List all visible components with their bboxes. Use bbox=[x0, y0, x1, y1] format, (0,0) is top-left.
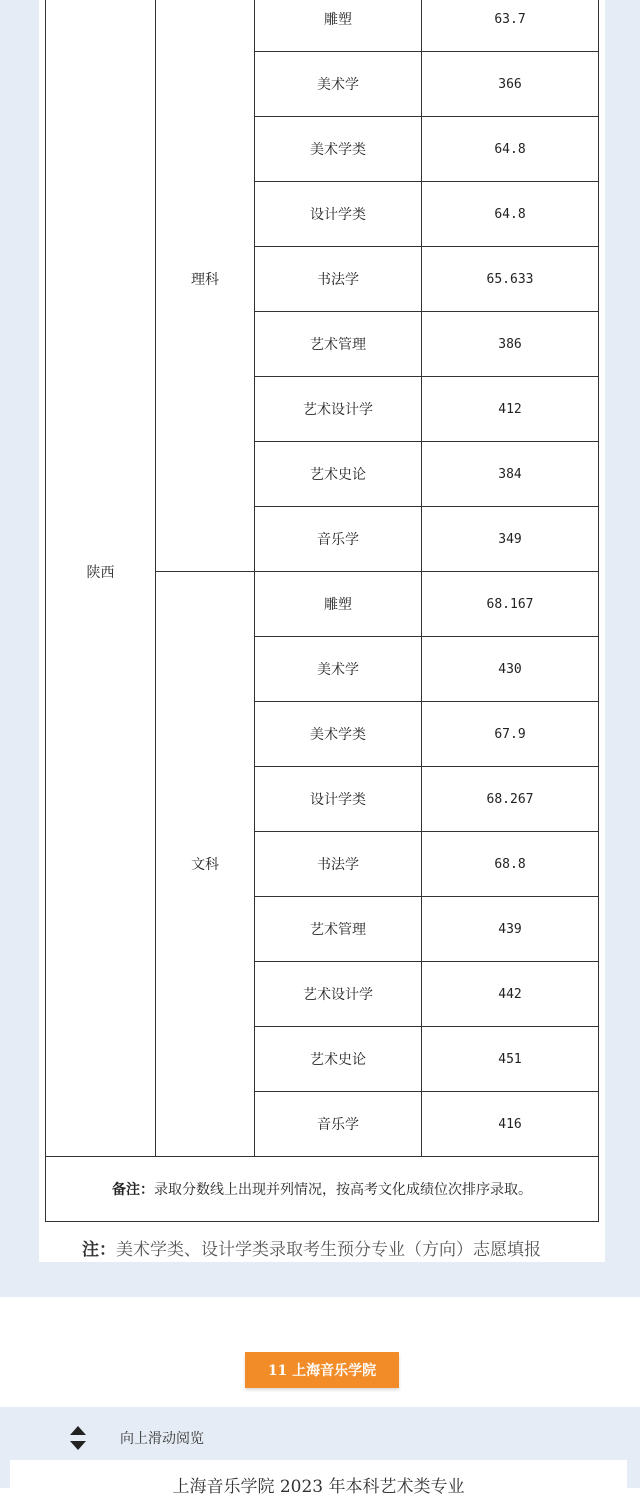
score-cell: 68.8 bbox=[422, 832, 599, 897]
major-cell: 艺术设计学 bbox=[255, 962, 422, 1027]
major-cell: 艺术史论 bbox=[255, 1027, 422, 1092]
next-card-title: 上海音乐学院 2023 年本科艺术类专业 bbox=[172, 1477, 465, 1497]
note-text: 美术学类、设计学类录取考生预分专业（方向）志愿填报 bbox=[116, 1240, 541, 1260]
major-cell: 音乐学 bbox=[255, 507, 422, 572]
section-badge: 11 上海音乐学院 bbox=[245, 1352, 399, 1388]
major-cell: 美术学 bbox=[255, 637, 422, 702]
score-cell: 64.8 bbox=[422, 117, 599, 182]
major-cell: 雕塑 bbox=[255, 0, 422, 52]
remark-row bbox=[46, 1157, 599, 1222]
score-cell: 430 bbox=[422, 637, 599, 702]
admission-score-table bbox=[45, 0, 599, 1222]
major-cell: 设计学类 bbox=[255, 767, 422, 832]
score-cell: 439 bbox=[422, 897, 599, 962]
remark-label: 备注： bbox=[112, 1182, 154, 1198]
track-cell: 理科 bbox=[156, 0, 255, 572]
next-card bbox=[10, 1460, 627, 1500]
score-cell: 349 bbox=[422, 507, 599, 572]
score-cell: 386 bbox=[422, 312, 599, 377]
major-cell: 设计学类 bbox=[255, 182, 422, 247]
major-cell: 艺术史论 bbox=[255, 442, 422, 507]
up-down-arrows-icon bbox=[62, 1422, 94, 1454]
score-cell: 64.8 bbox=[422, 182, 599, 247]
major-cell: 美术学类 bbox=[255, 702, 422, 767]
remark-cell bbox=[46, 1157, 599, 1222]
major-cell: 美术学 bbox=[255, 52, 422, 117]
score-cell: 412 bbox=[422, 377, 599, 442]
major-cell: 书法学 bbox=[255, 832, 422, 897]
note-label: 注： bbox=[82, 1240, 116, 1260]
major-cell: 艺术管理 bbox=[255, 897, 422, 962]
score-cell: 416 bbox=[422, 1092, 599, 1157]
major-cell: 雕塑 bbox=[255, 572, 422, 637]
scroll-hint-text: 向上滑动阅览 bbox=[120, 1431, 204, 1447]
province-cell: 陕西 bbox=[46, 0, 156, 1157]
score-cell: 65.633 bbox=[422, 247, 599, 312]
scroll-hint[interactable] bbox=[62, 1420, 204, 1456]
remark-text: 录取分数线上出现并列情况，按高考文化成绩位次排序录取。 bbox=[154, 1182, 532, 1198]
score-cell: 68.167 bbox=[422, 572, 599, 637]
major-cell: 书法学 bbox=[255, 247, 422, 312]
score-cell: 67.9 bbox=[422, 702, 599, 767]
major-cell: 音乐学 bbox=[255, 1092, 422, 1157]
table-row bbox=[46, 0, 599, 52]
score-cell: 442 bbox=[422, 962, 599, 1027]
score-cell: 63.7 bbox=[422, 0, 599, 52]
track-cell: 文科 bbox=[156, 572, 255, 1157]
score-cell: 451 bbox=[422, 1027, 599, 1092]
major-cell: 艺术管理 bbox=[255, 312, 422, 377]
note-line bbox=[82, 1238, 602, 1262]
score-cell: 366 bbox=[422, 52, 599, 117]
score-cell: 68.267 bbox=[422, 767, 599, 832]
major-cell: 艺术设计学 bbox=[255, 377, 422, 442]
score-cell: 384 bbox=[422, 442, 599, 507]
major-cell: 美术学类 bbox=[255, 117, 422, 182]
